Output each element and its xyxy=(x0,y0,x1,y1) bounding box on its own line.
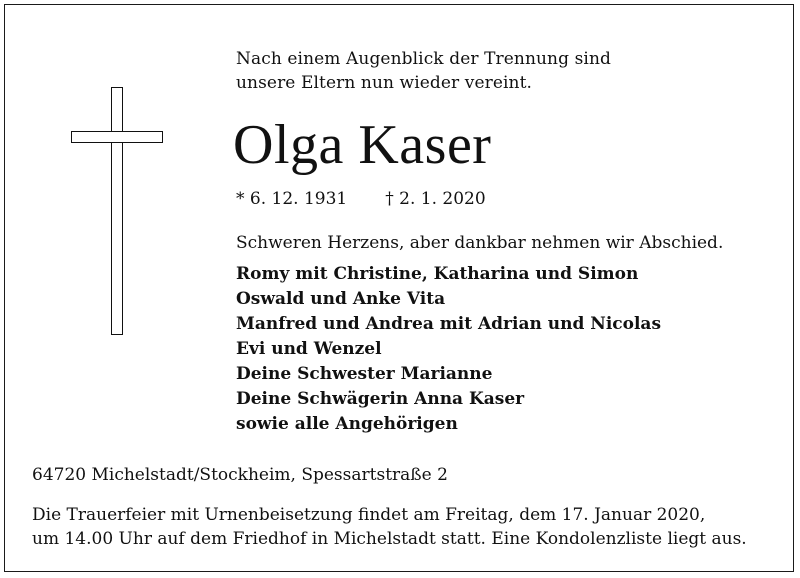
intro-line-1: Nach einem Augenblick der Trennung sind xyxy=(236,49,611,69)
life-dates xyxy=(236,187,486,211)
intro-line-2: unsere Eltern nun wieder vereint. xyxy=(236,73,533,93)
mourner-line: Deine Schwester Marianne xyxy=(236,364,493,384)
mourners-list xyxy=(236,262,661,437)
mourner-line: Oswald und Anke Vita xyxy=(236,289,446,309)
deceased-name: Olga Kaser xyxy=(233,114,492,176)
mourner-line: Romy mit Christine, Katharina und Simon xyxy=(236,264,639,284)
mourner-line: Manfred und Andrea mit Adrian und Nicolas xyxy=(236,314,662,334)
mourner-line: Evi und Wenzel xyxy=(236,339,382,359)
obituary-notice xyxy=(4,4,794,572)
ceremony-text xyxy=(32,503,747,551)
mourner-line: sowie alle Angehörigen xyxy=(236,414,458,434)
birth-date: * 6. 12. 1931 xyxy=(236,189,348,209)
cross-center xyxy=(113,133,122,142)
farewell-text: Schweren Herzens, aber dankbar nehmen wir Abschied. xyxy=(236,233,724,253)
address-text: 64720 Michelstadt/Stockheim, Spessartstraße 2 xyxy=(32,465,448,485)
cross-icon xyxy=(71,87,171,335)
ceremony-line-2: um 14.00 Uhr auf dem Friedhof in Michelstadt statt. Eine Kondolenzliste liegt aus. xyxy=(32,529,747,549)
ceremony-line-1: Die Trauerfeier mit Urnenbeisetzung findet am Freitag, dem 17. Januar 2020, xyxy=(32,505,706,525)
mourner-line: Deine Schwägerin Anna Kaser xyxy=(236,389,525,409)
cross-vertical-beam xyxy=(111,87,123,335)
intro-text xyxy=(236,47,611,95)
death-date: † 2. 1. 2020 xyxy=(385,189,486,209)
